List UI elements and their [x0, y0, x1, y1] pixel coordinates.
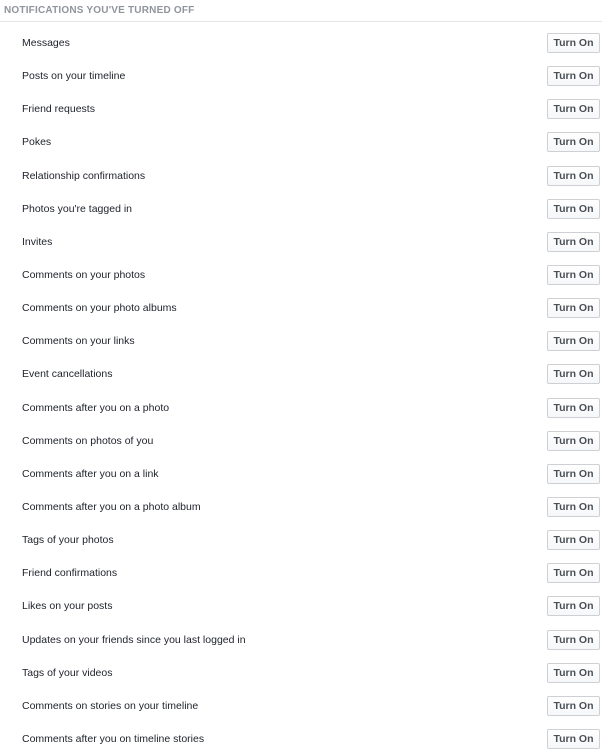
notification-label: Event cancellations: [22, 368, 113, 381]
notification-label: Invites: [22, 235, 53, 248]
turn-on-button[interactable]: Turn On: [547, 364, 600, 384]
notification-label: Posts on your timeline: [22, 70, 126, 83]
notification-row: [0, 392, 610, 425]
notification-label: Updates on your friends since you last logged in: [22, 633, 246, 646]
notification-label: Comments on photos of you: [22, 434, 154, 447]
notification-label: Comments after you on timeline stories: [22, 732, 205, 745]
turn-on-button[interactable]: Turn On: [547, 431, 600, 451]
notification-label: Messages: [22, 37, 70, 49]
turn-on-button[interactable]: Turn On: [547, 331, 600, 351]
notification-row: [0, 193, 610, 226]
notification-row: [0, 358, 610, 391]
notification-row: [0, 458, 610, 491]
notification-list: [0, 27, 610, 756]
notification-label: Photos you're tagged in: [22, 202, 132, 215]
notification-row: [0, 126, 610, 159]
notification-row: [0, 93, 610, 126]
turn-on-button[interactable]: Turn On: [547, 563, 600, 583]
notification-label: Comments after you on a photo: [22, 401, 170, 414]
notification-label: Relationship confirmations: [22, 169, 146, 182]
notification-label: Comments after you on a photo album: [22, 500, 201, 513]
notification-label: Tags of your photos: [22, 534, 114, 547]
notification-row: [0, 690, 610, 723]
notification-row: [0, 425, 610, 458]
notification-label: Comments on your photos: [22, 268, 146, 281]
notification-row: [0, 27, 610, 60]
turn-on-button[interactable]: Turn On: [547, 530, 600, 550]
turn-on-button[interactable]: Turn On: [547, 298, 600, 318]
notification-label: Likes on your posts: [22, 600, 113, 613]
notification-row: [0, 259, 610, 292]
notification-label: Comments on your photo albums: [22, 302, 177, 315]
turn-on-button[interactable]: Turn On: [547, 696, 600, 716]
notification-row: [0, 160, 610, 193]
notification-label: Comments on your links: [22, 335, 135, 348]
notification-row: [0, 60, 610, 93]
turn-on-button[interactable]: Turn On: [547, 66, 600, 86]
turn-on-button[interactable]: Turn On: [547, 265, 600, 285]
turn-on-button[interactable]: Turn On: [547, 199, 600, 219]
section-header: [0, 0, 602, 22]
turn-on-button[interactable]: Turn On: [547, 99, 600, 119]
section-title: NOTIFICATIONS YOU'VE TURNED OFF: [4, 5, 195, 16]
turn-on-button[interactable]: Turn On: [547, 398, 600, 418]
notification-label: Friend confirmations: [22, 567, 118, 580]
turn-on-button[interactable]: Turn On: [547, 166, 600, 186]
turn-on-button[interactable]: Turn On: [547, 497, 600, 517]
turn-on-button[interactable]: Turn On: [547, 596, 600, 616]
notification-row: [0, 524, 610, 557]
turn-on-button[interactable]: Turn On: [547, 630, 600, 650]
turn-on-button[interactable]: Turn On: [547, 729, 600, 749]
notification-row: [0, 226, 610, 259]
notification-row: [0, 624, 610, 657]
notification-row: [0, 325, 610, 358]
notification-label: Pokes: [22, 136, 52, 149]
turn-on-button[interactable]: Turn On: [547, 33, 600, 53]
turn-on-button[interactable]: Turn On: [547, 132, 600, 152]
turn-on-button[interactable]: Turn On: [547, 232, 600, 252]
notification-label: Comments after you on a link: [22, 467, 159, 480]
notification-row: [0, 723, 610, 756]
notification-row: [0, 590, 610, 623]
notification-row: [0, 491, 610, 524]
notification-row: [0, 292, 610, 325]
notification-row: [0, 557, 610, 590]
notification-label: Tags of your videos: [22, 666, 113, 679]
turn-on-button[interactable]: Turn On: [547, 663, 600, 683]
notification-row: [0, 657, 610, 690]
notification-label: Comments on stories on your timeline: [22, 699, 199, 712]
turn-on-button[interactable]: Turn On: [547, 464, 600, 484]
notification-label: Friend requests: [22, 103, 95, 116]
